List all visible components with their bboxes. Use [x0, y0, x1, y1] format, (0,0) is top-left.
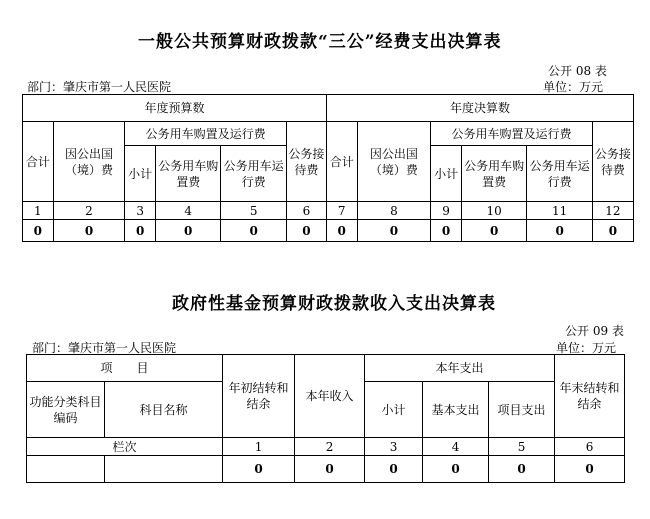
final-total-header: 合计: [326, 122, 357, 202]
value-row: [27, 456, 625, 483]
value-cell: 0: [365, 456, 423, 483]
value-cell: 0: [223, 456, 295, 483]
function-code-header: 功能分类科目编码: [27, 382, 105, 438]
col-number: 12: [592, 202, 633, 220]
value-cell: 0: [423, 456, 489, 483]
final-reception-header: 公务接待费: [592, 122, 633, 202]
value-cell: 0: [53, 220, 125, 242]
table08-unit: 单位：万元: [543, 80, 604, 94]
table09-unit: 单位：万元: [556, 341, 617, 355]
value-cell: 0: [592, 220, 633, 242]
final-vehicle-group-header: 公务用车购置及运行费: [431, 122, 593, 146]
col-number: 5: [489, 438, 555, 456]
budget-header: 年度预算数: [23, 95, 327, 122]
value-cell: 0: [555, 456, 625, 483]
final-header: 年度决算数: [326, 95, 633, 122]
value-cell: 0: [489, 456, 555, 483]
basic-expense-header: 基本支出: [423, 382, 489, 438]
col-number: 3: [125, 202, 156, 220]
col-number: 3: [365, 438, 423, 456]
budget-vehicle-group-header: 公务用车购置及运行费: [125, 122, 287, 146]
column-number-row: [27, 438, 625, 456]
value-cell: 0: [221, 220, 286, 242]
value-cell: 0: [357, 220, 431, 242]
table08-number: 公开 08 表: [548, 64, 607, 78]
value-cell: 0: [326, 220, 357, 242]
government-fund-table: [26, 354, 625, 483]
final-vehicle-operation-header: 公务用车运行费: [527, 146, 592, 202]
expense-group-header: 本年支出: [365, 355, 555, 382]
value-cell: 0: [125, 220, 156, 242]
final-subtotal-header: 小计: [431, 146, 462, 202]
budget-vehicle-operation-header: 公务用车运行费: [221, 146, 286, 202]
col-number: 6: [555, 438, 625, 456]
col-number: 10: [461, 202, 526, 220]
three-public-expense-table: [22, 94, 634, 242]
table09-number: 公开 09 表: [565, 324, 624, 338]
col-number: 4: [155, 202, 220, 220]
final-abroad-header: 因公出国（境）费: [357, 122, 431, 202]
table08-department: 部门：肇庆市第一人民医院: [27, 80, 172, 94]
empty-cell: [27, 456, 105, 483]
table08-title: 一般公共预算财政拨款“三公”经费支出决算表: [138, 32, 502, 52]
expense-subtotal-header: 小计: [365, 382, 423, 438]
row-label: 栏次: [27, 438, 223, 456]
col-number: 5: [221, 202, 286, 220]
col-number: 9: [431, 202, 462, 220]
begin-balance-header: 年初结转和结余: [223, 355, 295, 438]
end-balance-header: 年末结转和结余: [555, 355, 625, 438]
value-cell: 0: [286, 220, 326, 242]
budget-reception-header: 公务接待费: [286, 122, 326, 202]
value-cell: 0: [295, 456, 365, 483]
value-cell: 0: [431, 220, 462, 242]
col-number: 7: [326, 202, 357, 220]
table09-department: 部门：肇庆市第一人民医院: [32, 341, 177, 355]
value-cell: 0: [461, 220, 526, 242]
value-cell: 0: [527, 220, 592, 242]
col-number: 4: [423, 438, 489, 456]
income-header: 本年收入: [295, 355, 365, 438]
col-number: 2: [295, 438, 365, 456]
col-number: 1: [23, 202, 54, 220]
value-cell: 0: [23, 220, 54, 242]
final-vehicle-purchase-header: 公务用车购置费: [461, 146, 526, 202]
col-number: 1: [223, 438, 295, 456]
budget-vehicle-purchase-header: 公务用车购置费: [155, 146, 220, 202]
budget-abroad-header: 因公出国（境）费: [53, 122, 125, 202]
table09-title: 政府性基金预算财政拨款收入支出决算表: [172, 294, 496, 314]
col-number: 11: [527, 202, 592, 220]
budget-subtotal-header: 小计: [125, 146, 156, 202]
subject-name-header: 科目名称: [105, 382, 223, 438]
col-number: 2: [53, 202, 125, 220]
column-number-row: [23, 202, 634, 220]
item-header: 项 目: [27, 355, 223, 382]
empty-cell: [105, 456, 223, 483]
value-row: [23, 220, 634, 242]
col-number: 8: [357, 202, 431, 220]
value-cell: 0: [155, 220, 220, 242]
project-expense-header: 项目支出: [489, 382, 555, 438]
col-number: 6: [286, 202, 326, 220]
budget-total-header: 合计: [23, 122, 54, 202]
